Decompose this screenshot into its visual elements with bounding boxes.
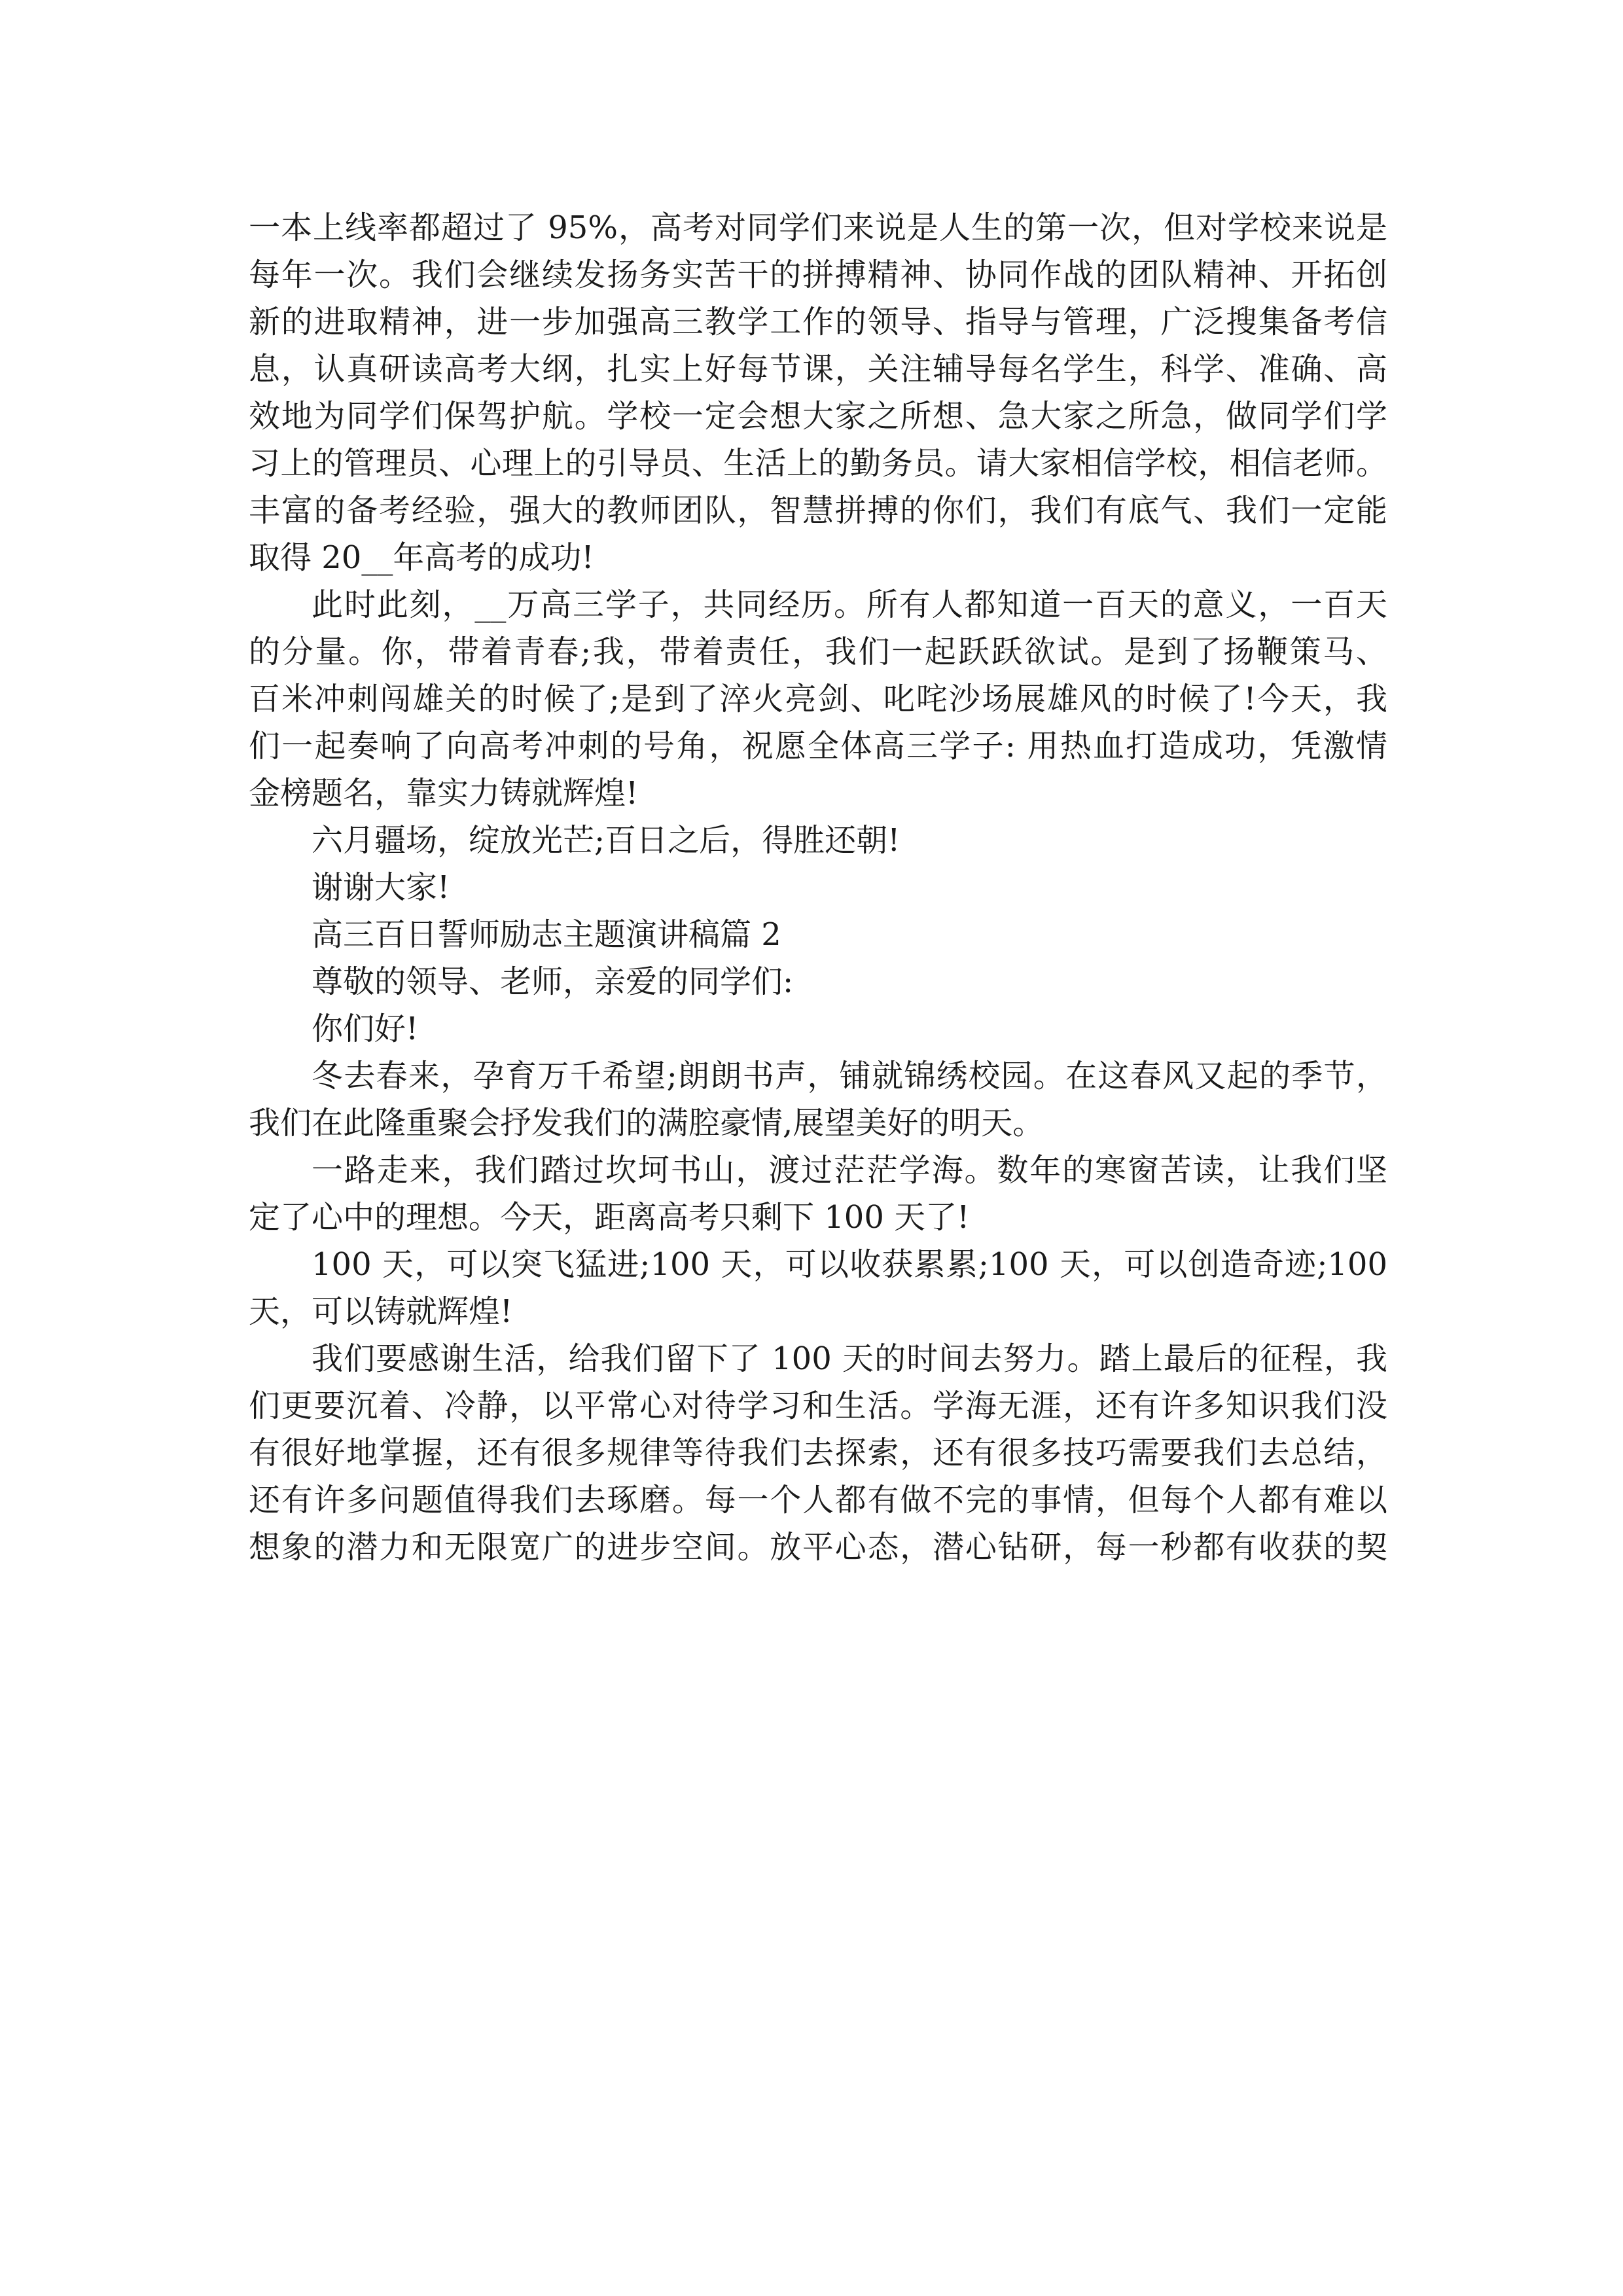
salutation: [249, 958, 1387, 1005]
text-line: 我们在此隆重聚会抒发我们的满腔豪情,展望美好的明天。: [249, 1105, 1044, 1141]
text-line: 谢谢大家!: [312, 869, 450, 906]
greeting: [249, 1005, 1387, 1052]
text-line: 效地为同学们保驾护航。学校一定会想大家之所想、急大家之所急，做同学们学: [249, 398, 1387, 435]
text-line: 此时此刻，__万高三学子，共同经历。所有人都知道一百天的意义，一百天: [312, 586, 1387, 623]
text-line: 的分量。你，带着青春;我，带着责任，我们一起跃跃欲试。是到了扬鞭策马、: [249, 634, 1387, 670]
text-line: 们一起奏响了向高考冲刺的号角，祝愿全体高三学子: 用热血打造成功，凭激情: [249, 728, 1387, 764]
text-line: 你们好!: [312, 1011, 419, 1047]
paragraph: [249, 817, 1387, 864]
text-line: 还有许多问题值得我们去琢磨。每一个人都有做不完的事情，但每个人都有难以: [249, 1482, 1387, 1518]
paragraph: [249, 864, 1387, 911]
text-line: 金榜题名，靠实力铸就辉煌!: [249, 775, 639, 812]
text-line: 想象的潜力和无限宽广的进步空间。放平心态，潜心钻研，每一秒都有收获的契: [249, 1529, 1387, 1566]
text-line: 天，可以铸就辉煌!: [249, 1293, 513, 1330]
document-page: [249, 204, 1387, 1571]
text-line: 一本上线率都超过了 95%，高考对同学们来说是人生的第一次，但对学校来说是: [249, 209, 1387, 246]
text-line: 尊敬的领导、老师，亲爱的同学们:: [312, 963, 794, 1000]
text-line: 新的进取精神，进一步加强高三教学工作的领导、指导与管理，广泛搜集备考信: [249, 304, 1387, 340]
text-line: 每年一次。我们会继续发扬务实苦干的拼搏精神、协同作战的团队精神、开拓创: [249, 257, 1387, 293]
paragraph: [249, 1241, 1387, 1335]
paragraph: [249, 1335, 1387, 1571]
text-line: 冬去春来，孕育万千希望;朗朗书声，铺就锦绣校园。在这春风又起的季节，: [312, 1058, 1387, 1094]
section-heading: [249, 911, 1387, 958]
text-line: 丰富的备考经验，强大的教师团队，智慧拼搏的你们，我们有底气、我们一定能: [249, 492, 1387, 529]
text-line: 高三百日誓师励志主题演讲稿篇 2: [312, 916, 781, 953]
text-line: 们更要沉着、冷静，以平常心对待学习和生活。学海无涯，还有许多知识我们没: [249, 1388, 1387, 1424]
text-line: 六月疆场，绽放光芒;百日之后，得胜还朝!: [312, 822, 901, 859]
text-line: 习上的管理员、心理上的引导员、生活上的勤务员。请大家相信学校，相信老师。: [249, 445, 1387, 482]
text-line: 我们要感谢生活，给我们留下了 100 天的时间去努力。踏上最后的征程，我: [312, 1340, 1387, 1377]
paragraph: [249, 1052, 1387, 1147]
text-line: 有很好地掌握，还有很多规律等待我们去探索，还有很多技巧需要我们去总结，: [249, 1435, 1387, 1471]
paragraph: [249, 204, 1387, 581]
text-line: 百米冲刺闯雄关的时候了;是到了淬火亮剑、叱咤沙场展雄风的时候了!今天，我: [249, 681, 1387, 717]
text-line: 一路走来，我们踏过坎坷书山，渡过茫茫学海。数年的寒窗苦读，让我们坚: [312, 1152, 1387, 1189]
text-line: 定了心中的理想。今天，距离高考只剩下 100 天了!: [249, 1199, 970, 1236]
paragraph: [249, 581, 1387, 817]
paragraph: [249, 1147, 1387, 1241]
text-line: 取得 20__年高考的成功!: [249, 539, 594, 576]
text-line: 息，认真研读高考大纲，扎实上好每节课，关注辅导每名学生，科学、准确、高: [249, 351, 1387, 387]
text-line: 100 天，可以突飞猛进;100 天，可以收获累累;100 天，可以创造奇迹;100: [312, 1246, 1387, 1283]
